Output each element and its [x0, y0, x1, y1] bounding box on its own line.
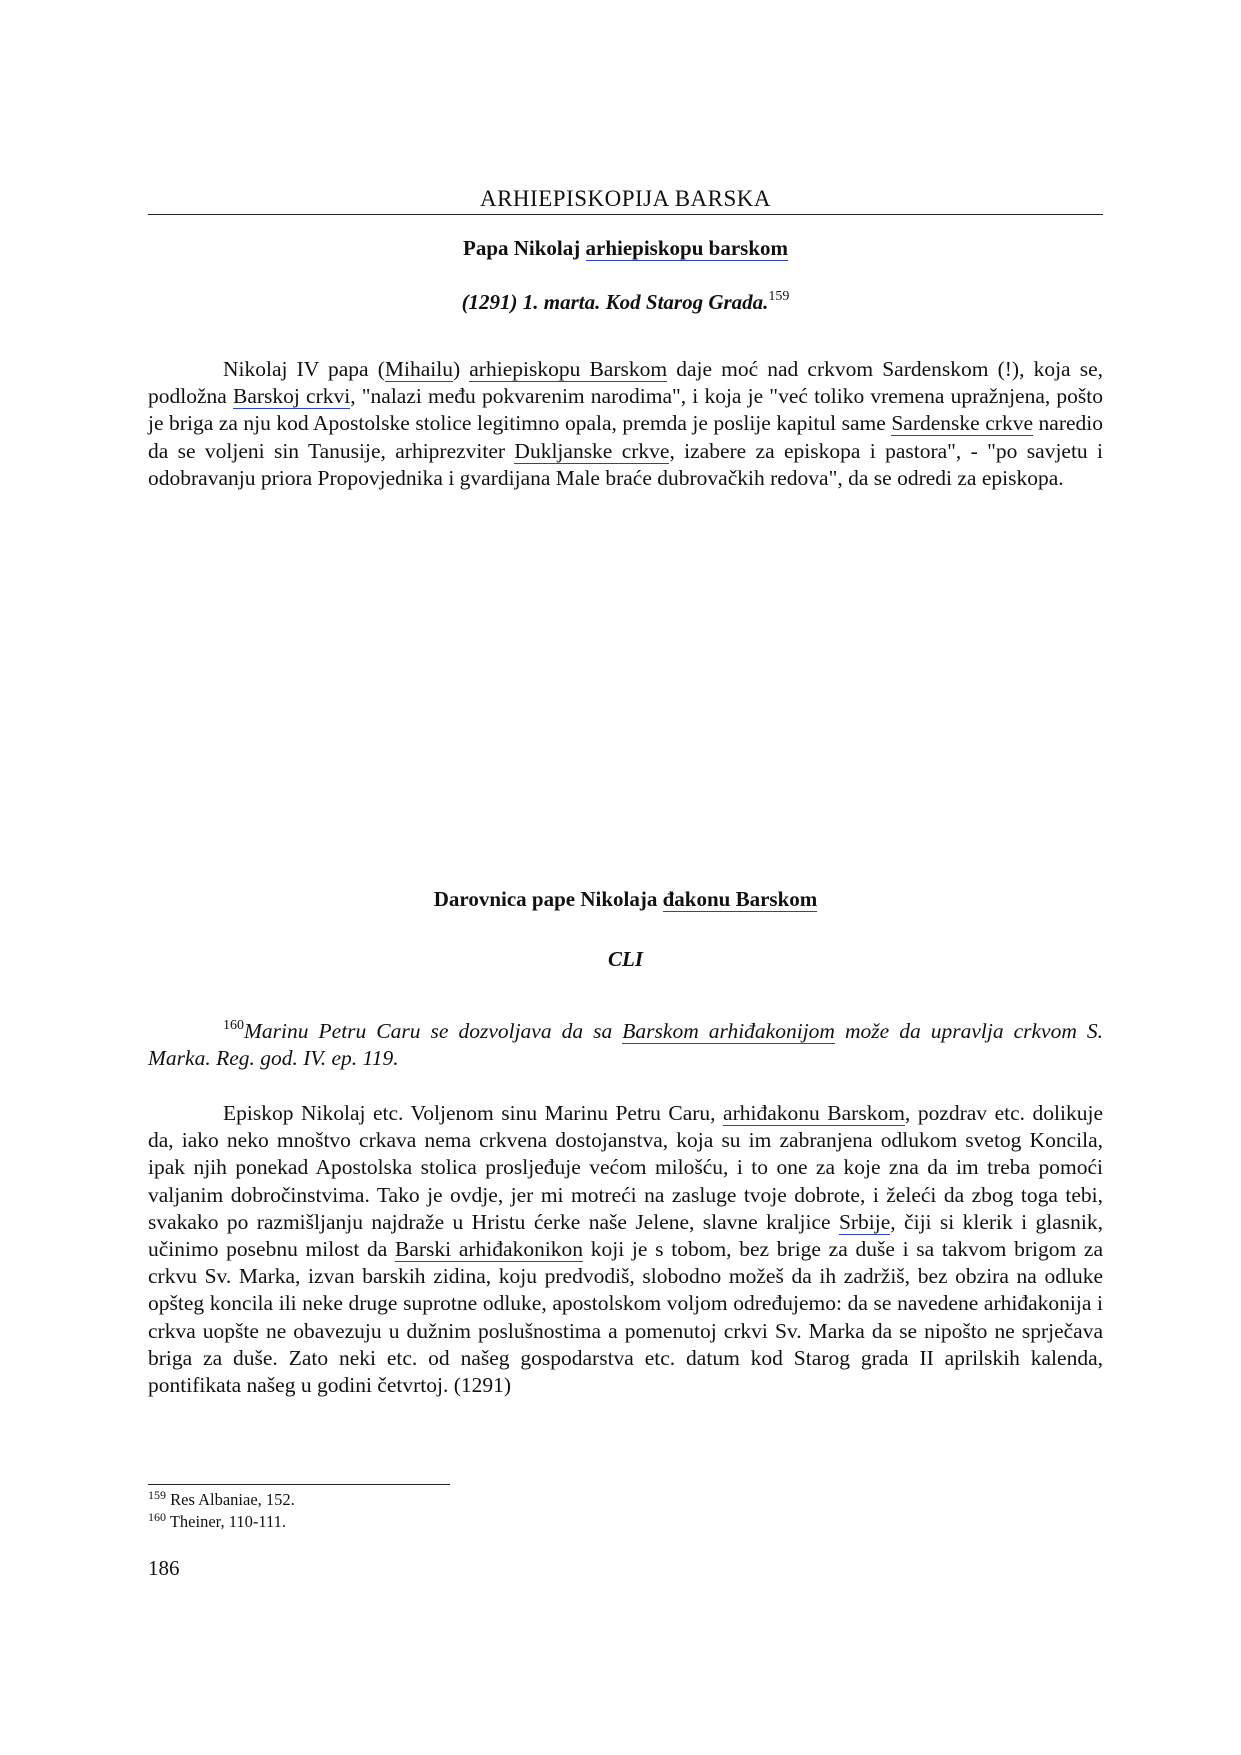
doc1-summary-paragraph: [148, 356, 1103, 492]
link-barskom-arhidakonijom[interactable]: Barskom arhiđakonijom: [622, 1019, 835, 1043]
footnote-text: Res Albaniae, 152.: [166, 1490, 295, 1509]
doc2-text-4: koji je s tobom, bez brige za duše i sa takvom brigom za crkvu Sv. Marka, izvan barskih zidina, koju predvodiš, slobodno možeš da ih zadržiš, bez obzira na odluke opšteg koncila ili neke druge suprotne odluke, apostolskom voljom određujemo: da se navedene arhiđakonija i crkva uopšte ne obavezuju u dužnim poslušnostima a pomenutoj crkvi Sv. Marka da se nipošto ne sprječava briga za duše. Zato neki etc. od našeg gospodarstva etc. datum kod Starog grada II aprilskih kalenda, pontifikata našeg u godini četvrtoj. (1291): [148, 1237, 1103, 1398]
link-arhiepiskopu-barskom[interactable]: arhiepiskopu Barskom: [469, 357, 668, 381]
footnote-160: [148, 1512, 286, 1532]
link-barski-arhidakonikon[interactable]: Barski arhiđakonikon: [395, 1237, 584, 1262]
footnote-text: Theiner, 110-111.: [166, 1512, 287, 1531]
link-srbije[interactable]: Srbije: [838, 1209, 891, 1234]
doc1-text-5: naredio da se voljeni sin Tanusije, arhiprezviter: [148, 411, 1104, 463]
running-head: ARHIEPISKOPIJA BARSKA: [479, 186, 772, 211]
doc2-intro-paragraph: [148, 1018, 1103, 1072]
doc2-text-3: , čiji si klerik i glasnik, učinimo posebnu milost da: [148, 1209, 1103, 1262]
doc1-date-text: (1291) 1. marta. Kod Starog Grada.: [461, 290, 769, 314]
doc2-intro-text-2: može da upravlja crkvom S. Marka. Reg. god. IV. ep. 119.: [148, 1019, 1103, 1071]
footnote-159: [148, 1490, 295, 1510]
doc1-text-3: daje moć nad crkvom Sardenskom (!), koja se, podložna: [148, 357, 1103, 409]
document-page: [148, 0, 1103, 1755]
page-number: 186: [148, 1556, 180, 1580]
doc2-number: CLI: [607, 947, 643, 971]
doc1-text-6: , izabere za episkopa i pastora", - "po savjetu i odobravanju priora Propovjednika i gvardijana Male braće dubrovačkih redova", da se odredi za episkopa.: [148, 438, 1103, 490]
doc2-intro-text-1: Marinu Petru Caru se dozvoljava da sa: [244, 1019, 623, 1043]
doc2-text-1: Episkop Nikolaj etc. Voljenom sinu Marinu Petru Caru,: [223, 1101, 724, 1125]
link-mihailu[interactable]: Mihailu: [384, 357, 453, 381]
footnote-number: 159: [148, 1488, 166, 1502]
doc1-text-2: ): [452, 357, 470, 381]
doc1-text-1: Nikolaj IV papa (: [223, 357, 385, 381]
doc2-body-paragraph: [148, 1100, 1103, 1399]
footnote-ref-159[interactable]: 159: [768, 289, 790, 304]
footnote-number: 160: [148, 1510, 166, 1524]
doc1-date-line: [148, 290, 1103, 315]
doc1-title: [148, 236, 1103, 261]
doc2-text-2: , pozdrav etc. dolikuje da, iako neko mnoštvo crkava nema crkvena dostojanstva, koja su im zabranjena odlukom svetog Koncila, ipak njih ponekad Apostolska stolica prosljeđuje većom milošću, i to one za koje zna da im treba pomoći valjanim dobročinstvima. Tako je ovdje, jer mi motreći na zasluge tvoje dobrote, i želeći da zbog toga tebi, svakako po razmišljanju najdraže u Hristu ćerke naše Jelene, slavne kraljice: [148, 1101, 1103, 1234]
link-sardenske-crkve[interactable]: Sardenske crkve: [891, 411, 1033, 436]
doc1-title-link[interactable]: arhiepiskopu barskom: [585, 236, 788, 260]
footnote-ref-160[interactable]: 160: [223, 1018, 244, 1033]
footnote-rule: [148, 1484, 450, 1485]
doc1-text-4: , "nalazi među pokvarenim narodima", i koja je "već toliko vremena upražnjena, pošto je briga za nju kod Apostolske stolice legitimno opala, premda je poslije kapitul same: [148, 384, 1104, 436]
doc2-title: [148, 887, 1103, 912]
doc2-title-link[interactable]: đakonu Barskom: [662, 887, 818, 911]
header-rule: [148, 214, 1103, 215]
doc2-title-text: Darovnica pape Nikolaja: [433, 887, 663, 911]
link-dukljanske-crkve[interactable]: Dukljanske crkve: [514, 438, 670, 463]
link-barskoj-crkvi[interactable]: Barskoj crkvi: [232, 384, 351, 409]
doc1-title-text: Papa Nikolaj: [463, 236, 586, 260]
link-arhidakonu-barskom[interactable]: arhiđakonu Barskom: [723, 1101, 905, 1125]
